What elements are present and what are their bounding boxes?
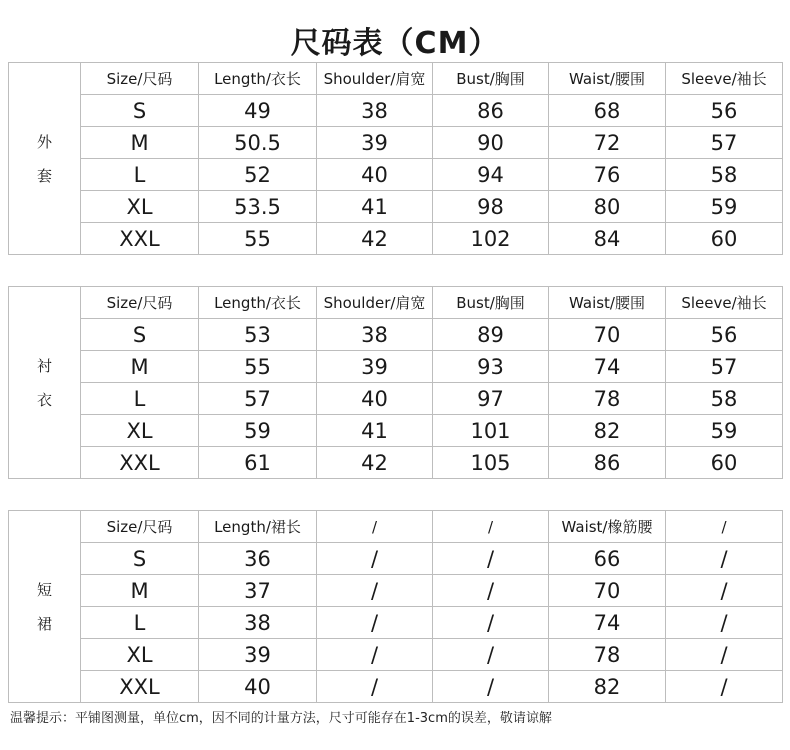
header-cell: Waist/橡筋腰 (549, 511, 666, 543)
size-table-coat (8, 62, 783, 255)
table-cell: 57 (666, 351, 783, 383)
header-cell: Length/裙长 (199, 511, 317, 543)
table-cell: 105 (433, 447, 549, 479)
table-cell: 40 (199, 671, 317, 703)
header-cell: Sleeve/袖长 (666, 63, 783, 95)
table-cell: / (317, 639, 433, 671)
table-cell: 70 (549, 319, 666, 351)
table-cell: / (666, 607, 783, 639)
table-row (9, 639, 783, 671)
table-cell: XXL (81, 671, 199, 703)
table-cell: 78 (549, 383, 666, 415)
header-cell: Sleeve/袖长 (666, 287, 783, 319)
category-label: 外 套 (9, 63, 81, 255)
table-row (9, 319, 783, 351)
table-cell: M (81, 575, 199, 607)
table-cell: XL (81, 191, 199, 223)
table-cell: L (81, 607, 199, 639)
table-cell: / (433, 607, 549, 639)
header-cell: Size/尺码 (81, 287, 199, 319)
table-cell: / (317, 575, 433, 607)
header-cell: Length/衣长 (199, 63, 317, 95)
table-cell: 55 (199, 351, 317, 383)
table-cell: 59 (666, 415, 783, 447)
table-cell: S (81, 319, 199, 351)
table-cell: XXL (81, 447, 199, 479)
table-cell: / (666, 543, 783, 575)
table-cell: 59 (199, 415, 317, 447)
table-cell: / (317, 671, 433, 703)
header-cell: Bust/胸围 (433, 287, 549, 319)
table-cell: 42 (317, 223, 433, 255)
table-cell: 58 (666, 159, 783, 191)
table-cell: XL (81, 639, 199, 671)
table-cell: / (666, 639, 783, 671)
measurement-note: 温馨提示：平铺图测量，单位cm，因不同的计量方法，尺寸可能存在1-3cm的误差，敬请谅解 (10, 711, 552, 726)
page-title: 尺码表（CM） (290, 26, 500, 61)
table-cell: 72 (549, 127, 666, 159)
table-cell: 66 (549, 543, 666, 575)
table-row (9, 159, 783, 191)
table-row (9, 383, 783, 415)
table-cell: / (433, 639, 549, 671)
table-cell: 55 (199, 223, 317, 255)
table-cell: 80 (549, 191, 666, 223)
table-cell: / (433, 543, 549, 575)
table-cell: 60 (666, 223, 783, 255)
table-cell: 94 (433, 159, 549, 191)
table-cell: / (317, 607, 433, 639)
table-cell: 52 (199, 159, 317, 191)
table-cell: 78 (549, 639, 666, 671)
table-cell: 53.5 (199, 191, 317, 223)
table-cell: XL (81, 415, 199, 447)
table-cell: 40 (317, 383, 433, 415)
table-cell: 41 (317, 415, 433, 447)
table-cell: 89 (433, 319, 549, 351)
table-cell: XXL (81, 223, 199, 255)
table-row (9, 447, 783, 479)
table-row (9, 543, 783, 575)
table-row (9, 127, 783, 159)
table-cell: M (81, 127, 199, 159)
table-cell: 60 (666, 447, 783, 479)
table-cell: / (317, 543, 433, 575)
header-cell: Bust/胸围 (433, 63, 549, 95)
table-row (9, 95, 783, 127)
table-cell: 57 (199, 383, 317, 415)
table-cell: / (666, 575, 783, 607)
table-cell: M (81, 351, 199, 383)
header-cell: Size/尺码 (81, 63, 199, 95)
table-cell: 61 (199, 447, 317, 479)
table-cell: 38 (317, 319, 433, 351)
table-row (9, 191, 783, 223)
table-row (9, 671, 783, 703)
table-cell: / (433, 575, 549, 607)
table-cell: 38 (317, 95, 433, 127)
table-cell: 56 (666, 95, 783, 127)
header-cell: Waist/腰围 (549, 63, 666, 95)
table-cell: 93 (433, 351, 549, 383)
table-row (9, 575, 783, 607)
table-cell: S (81, 543, 199, 575)
size-table-skirt (8, 510, 783, 703)
header-cell: / (433, 511, 549, 543)
header-cell: / (317, 511, 433, 543)
table-header-row (9, 63, 783, 95)
table-cell: 68 (549, 95, 666, 127)
table-cell: / (433, 671, 549, 703)
table-cell: 58 (666, 383, 783, 415)
table-cell: 41 (317, 191, 433, 223)
table-cell: 102 (433, 223, 549, 255)
table-cell: 36 (199, 543, 317, 575)
table-cell: 57 (666, 127, 783, 159)
table-cell: 39 (317, 351, 433, 383)
table-cell: 39 (317, 127, 433, 159)
table-cell: 39 (199, 639, 317, 671)
table-cell: 98 (433, 191, 549, 223)
header-cell: Waist/腰围 (549, 287, 666, 319)
header-cell: Shoulder/肩宽 (317, 63, 433, 95)
table-cell: 74 (549, 607, 666, 639)
table-cell: 82 (549, 415, 666, 447)
table-row (9, 607, 783, 639)
category-label: 短 裙 (9, 511, 81, 703)
table-cell: 101 (433, 415, 549, 447)
table-cell: 97 (433, 383, 549, 415)
table-cell: 86 (433, 95, 549, 127)
table-cell: 42 (317, 447, 433, 479)
table-cell: 56 (666, 319, 783, 351)
table-cell: L (81, 159, 199, 191)
table-cell: 82 (549, 671, 666, 703)
table-cell: 37 (199, 575, 317, 607)
category-label: 衬 衣 (9, 287, 81, 479)
table-cell: 53 (199, 319, 317, 351)
table-cell: 70 (549, 575, 666, 607)
table-cell: / (666, 671, 783, 703)
table-header-row (9, 511, 783, 543)
header-cell: Shoulder/肩宽 (317, 287, 433, 319)
table-cell: 49 (199, 95, 317, 127)
table-cell: 50.5 (199, 127, 317, 159)
table-cell: 76 (549, 159, 666, 191)
size-table-shirt (8, 286, 783, 479)
table-cell: L (81, 383, 199, 415)
table-row (9, 415, 783, 447)
table-cell: 84 (549, 223, 666, 255)
table-cell: 38 (199, 607, 317, 639)
table-header-row (9, 287, 783, 319)
table-cell: 59 (666, 191, 783, 223)
header-cell: Size/尺码 (81, 511, 199, 543)
table-cell: 74 (549, 351, 666, 383)
table-cell: 90 (433, 127, 549, 159)
table-row (9, 223, 783, 255)
table-cell: 86 (549, 447, 666, 479)
table-row (9, 351, 783, 383)
header-cell: / (666, 511, 783, 543)
table-cell: 40 (317, 159, 433, 191)
table-cell: S (81, 95, 199, 127)
header-cell: Length/衣长 (199, 287, 317, 319)
